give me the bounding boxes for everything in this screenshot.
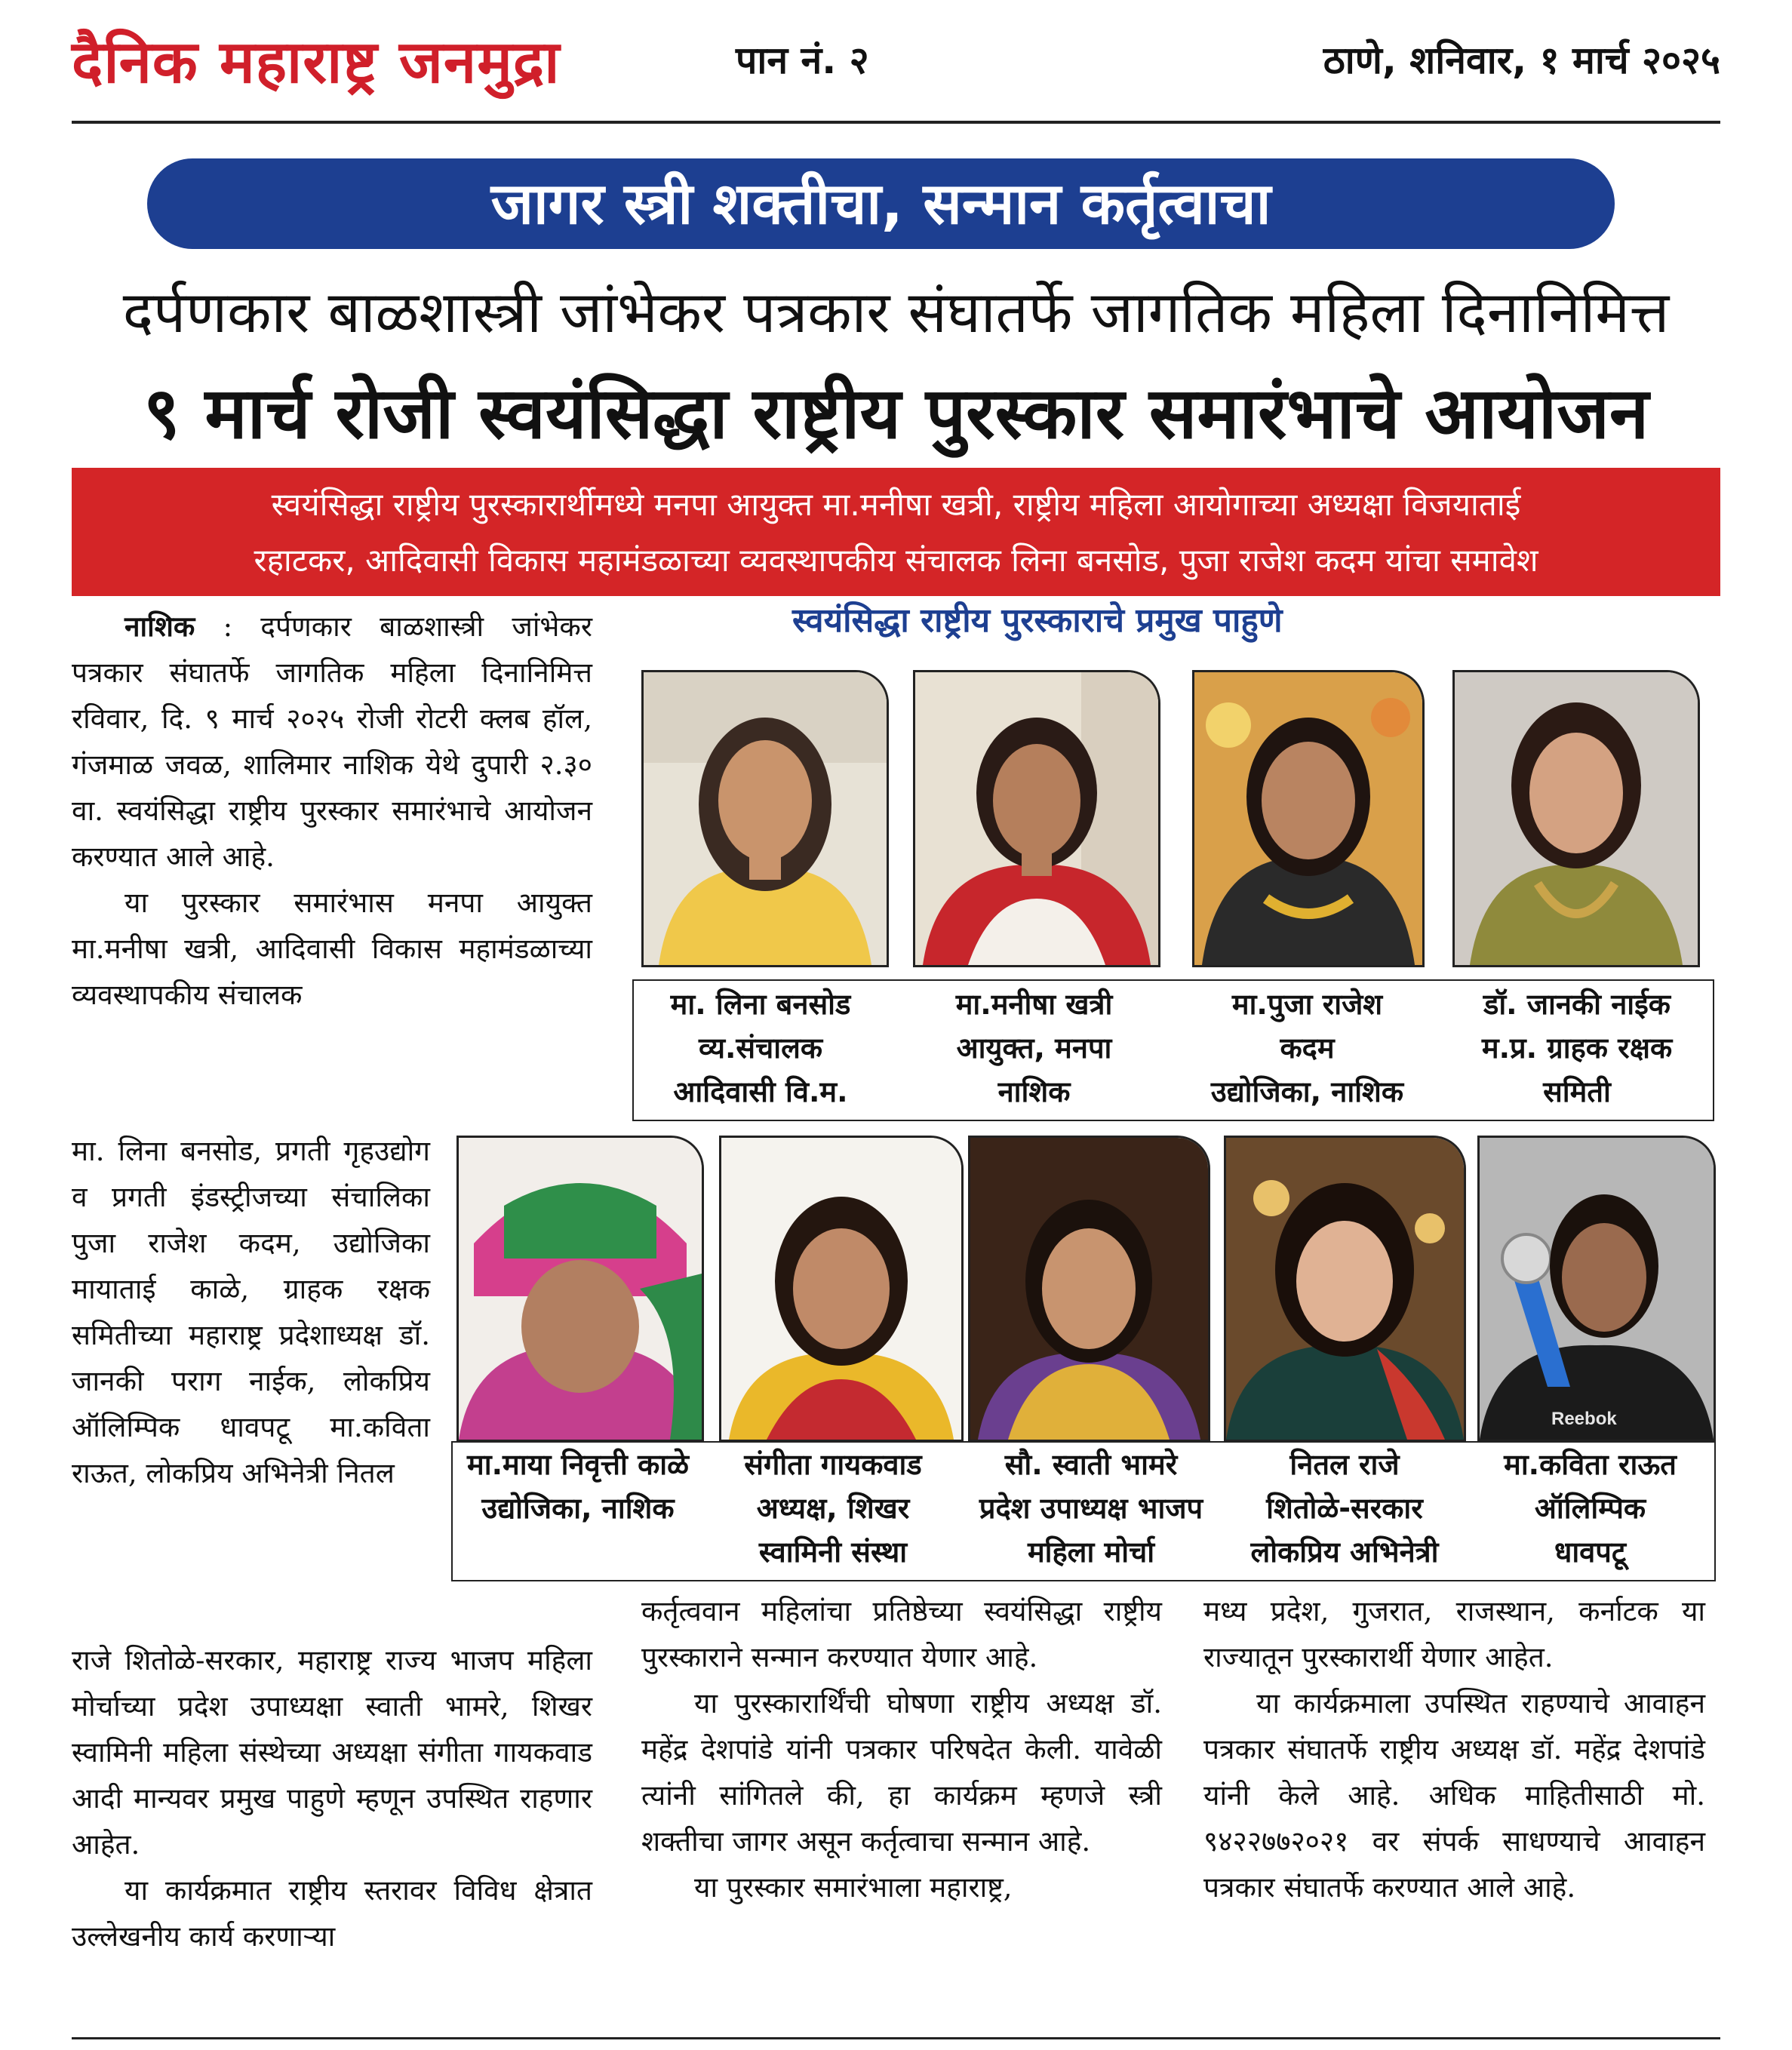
- article-paragraph: या कार्यक्रमाला उपस्थित राहण्याचे आवाहन पत्रकार संघातर्फे राष्ट्रीय अध्यक्ष डॉ. महेंद्र देशपांडे यांनी केले आहे. अधिक माहितीसाठी मो. ९४२२७७२०२१ वर संपर्क साधण्याचे आवाहन पत्रकार संघातर्फे करण्यात आले आहे.: [1203, 1687, 1705, 1904]
- guest-photo-manisha-khatri: [913, 670, 1160, 967]
- article-column-1-bottom: [72, 1637, 592, 1959]
- guest-photo-nital-shitole: [1224, 1136, 1466, 1442]
- article-paragraph: या पुरस्कार समारंभाला महाराष्ट्र,: [694, 1871, 1013, 1904]
- article-paragraph: : दर्पणकार बाळशास्त्री जांभेकर पत्रकार संघातर्फे जागतिक महिला दिनानिमित्त रविवार, दि. ९ मार्च २०२५ रोजी रोटरी क्लब हॉल, गंजमाळ जवळ, शालिमार नाशिक येथे दुपारी २.३० वा. स्वयंसिद्धा राष्ट्रीय पुरस्कार समारंभाचे आयोजन करण्यात आले आहे.: [72, 610, 592, 873]
- guest-photo-kavita-raut: [1477, 1136, 1716, 1442]
- guest-caption: मा.कविता राऊत ऑलिम्पिक धावपटू: [1504, 1448, 1677, 1569]
- highlight-band: [72, 468, 1720, 596]
- guest-photo-puja-kadam: [1192, 670, 1425, 967]
- article-column-3: [1203, 1588, 1705, 1910]
- dateline-word: नाशिक: [124, 610, 195, 643]
- article-column-1-narrow: [72, 1128, 430, 1496]
- guest-caption: सौ. स्वाती भामरे प्रदेश उपाध्यक्ष भाजप महिला मोर्चा: [979, 1448, 1203, 1569]
- guest-photo-sangita-gaikwad: [719, 1136, 964, 1442]
- header-divider: [72, 121, 1720, 124]
- slogan-banner: जागर स्त्री शक्तीचा, सन्मान कर्तृत्वाचा: [147, 158, 1615, 249]
- highlight-line-1: स्वयंसिद्धा राष्ट्रीय पुरस्कारार्थीमध्ये मनपा आयुक्त मा.मनीषा खत्री, राष्ट्रीय महिला आयोगाच्या अध्यक्षा विजयाताई: [271, 486, 1521, 523]
- article-paragraph: कर्तृत्ववान महिलांचा प्रतिष्ठेच्या स्वयंसिद्धा राष्ट्रीय पुरस्काराने सन्मान करण्यात येणार आहे.: [641, 1595, 1162, 1674]
- headline-kicker: दर्पणकार बाळशास्त्री जांभेकर पत्रकार संघातर्फे जागतिक महिला दिनानिमित्त: [122, 278, 1670, 346]
- article-paragraph: या पुरस्कारार्थिंची घोषणा राष्ट्रीय अध्यक्ष डॉ. महेंद्र देशपांडे यांनी पत्रकार परिषदेत केली. यावेळी त्यांनी सांगितले की, हा कार्यक्रम म्हणजे स्त्री शक्तीचा जागर असून कर्तृत्वाचा सन्मान आहे.: [641, 1687, 1162, 1858]
- masthead-title: दैनिक महाराष्ट्र जनमुद्रा: [72, 29, 561, 97]
- guest-caption: मा.माया निवृत्ती काळे उद्योजिका, नाशिक: [467, 1448, 689, 1525]
- page-number: पान नं. २: [736, 38, 869, 82]
- guest-photo-lina-bansod: [641, 670, 889, 967]
- guest-caption: मा. लिना बनसोड व्य.संचालक आदिवासी वि.म.: [670, 988, 851, 1108]
- article-column-2: [641, 1588, 1162, 1910]
- guest-caption: मा.मनीषा खत्री आयुक्त, मनपा नाशिक: [955, 988, 1113, 1108]
- guest-photo-swati-bhamre: [968, 1136, 1210, 1442]
- guests-section-title: स्वयंसिद्धा राष्ट्रीय पुरस्काराचे प्रमुख पाहुणे: [792, 601, 1283, 640]
- dateline: ठाणे, शनिवार, १ मार्च २०२५: [1323, 38, 1720, 82]
- article-paragraph: या पुरस्कार समारंभास मनपा आयुक्त मा.मनीषा खत्री, आदिवासी विकास महामंडळाच्या व्यवस्थापकीय संचालक: [72, 887, 592, 1011]
- article-paragraph: मध्य प्रदेश, गुजरात, राजस्थान, कर्नाटक या राज्यातून पुरस्कारार्थी येणार आहेत.: [1203, 1595, 1705, 1674]
- guest-photo-janaki-naik: [1452, 670, 1700, 967]
- main-headline: ९ मार्च रोजी स्वयंसिद्धा राष्ट्रीय पुरस्कार समारंभाचे आयोजन: [143, 373, 1649, 455]
- jersey-brand-text: Reebok: [1551, 1409, 1617, 1429]
- guest-photo-maya-kale: [456, 1136, 704, 1442]
- article-paragraph: राजे शितोळे-सरकार, महाराष्ट्र राज्य भाजप महिला मोर्चाच्या प्रदेश उपाध्यक्षा स्वाती भामरे, शिखर स्वामिनी महिला संस्थेच्या अध्यक्षा संगीता गायकवाड आदी मान्यवर प्रमुख पाहुणे म्हणून उपस्थित राहणार आहेत.: [72, 1644, 592, 1861]
- guest-caption: मा.पुजा राजेश कदम उद्योजिका, नाशिक: [1210, 988, 1404, 1108]
- article-column-1-top: [72, 604, 592, 1018]
- guest-caption: संगीता गायकवाड अध्यक्ष, शिखर स्वामिनी संस्था: [744, 1448, 922, 1569]
- guest-caption: डॉ. जानकी नाईक म.प्र. ग्राहक रक्षक समिती: [1481, 988, 1673, 1108]
- guest-caption: नितल राजे शितोळे-सरकार लोकप्रिय अभिनेत्री: [1250, 1448, 1439, 1569]
- article-paragraph: या कार्यक्रमात राष्ट्रीय स्तरावर विविध क्षेत्रात उल्लेखनीय कार्य करणाऱ्या: [72, 1874, 592, 1953]
- article-paragraph: मा. लिना बनसोड, प्रगती गृहउद्योग व प्रगती इंडस्ट्रीजच्या संचालिका पुजा राजेश कदम, उद्योजिका मायाताई काळे, ग्राहक रक्षक समितीच्या महाराष्ट्र प्रदेशाध्यक्ष डॉ. जानकी पराग नाईक, लोकप्रिय ऑलिम्पिक धावपटू मा.कविता राऊत, लोकप्रिय अभिनेत्री नितल: [72, 1135, 430, 1489]
- highlight-line-2: रहाटकर, आदिवासी विकास महामंडळाच्या व्यवस्थापकीय संचालक लिना बनसोड, पुजा राजेश कदम यांचा समावेश: [254, 542, 1538, 579]
- footer-divider: [72, 2037, 1720, 2039]
